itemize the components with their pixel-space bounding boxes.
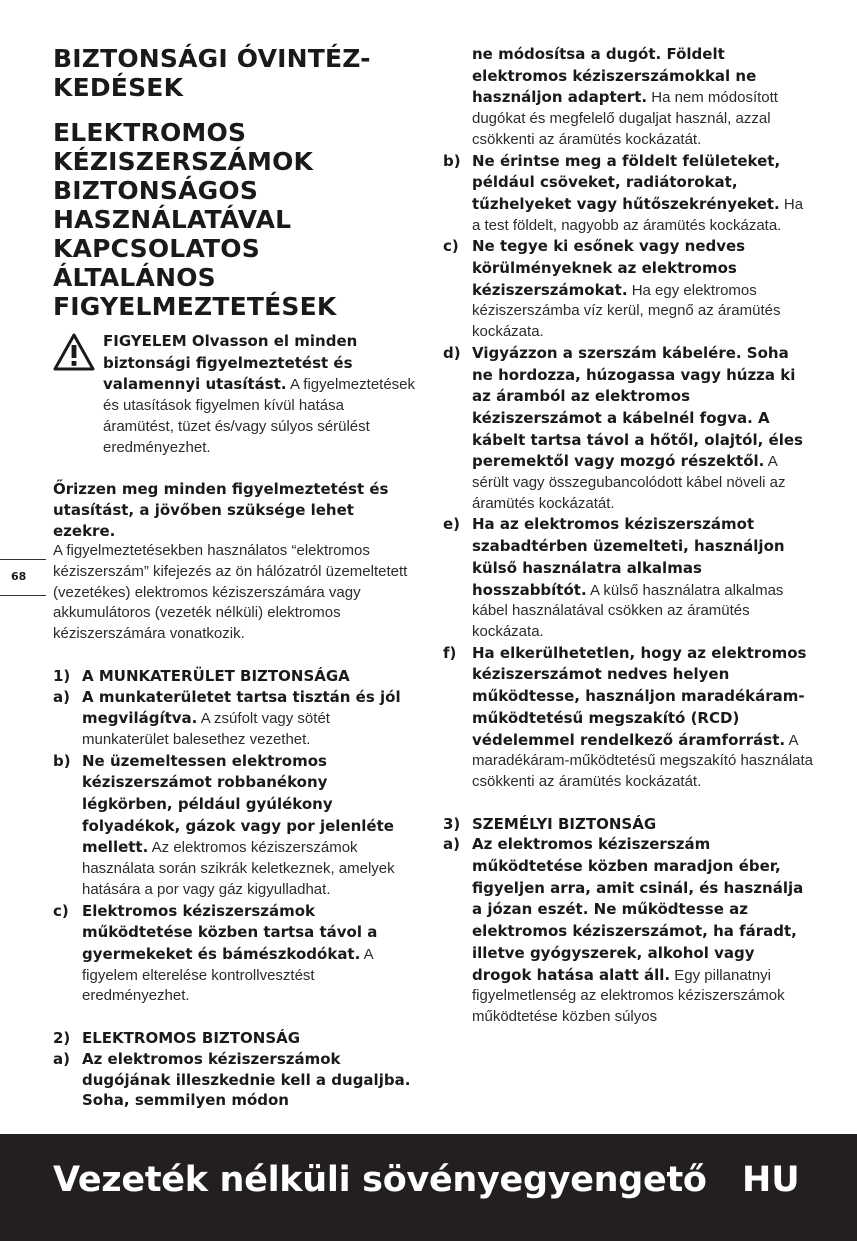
item-bold-text: Ne érintse meg a földelt felületeket, például csöveket, radiátorokat, tűzhelyeket vagy hűtőszekrényeket. (472, 151, 781, 213)
warning-triangle-icon (53, 333, 95, 371)
section-electrical-safety (53, 1028, 415, 1111)
section-number: 1) (53, 666, 71, 685)
warning-block (53, 331, 415, 458)
language-code: HU (742, 1160, 800, 1200)
item-label: b) (53, 751, 71, 770)
section-title: ELEKTROMOS BIZTONSÁG (82, 1029, 301, 1048)
item-label: e) (443, 515, 461, 534)
list-item (53, 751, 415, 901)
item-bold-text: Elektromos kéziszerszámok működtetése közben tartsa távol a gyermekeket és bámészkodókat. (82, 901, 378, 963)
page-number-tab (0, 559, 46, 596)
list-item (443, 643, 813, 793)
product-title: Vezeték nélküli sövényegyengető (53, 1160, 707, 1200)
heading-line: KEDÉSEK (53, 73, 184, 102)
item-bold-text: ne módosítsa a dugót. Földelt elektromos kéziszerszámokkal ne használjon adaptert. (472, 45, 757, 107)
warning-bold-text: FIGYELEM Olvasson el minden biztonsági figyelmeztetést és valamennyi utasítást. (103, 332, 358, 394)
title-line: ÁLTALÁNOS (53, 263, 216, 292)
list-item (443, 834, 813, 1027)
section-title: A MUNKATERÜLET BIZTONSÁGA (82, 666, 350, 685)
title-line: KAPCSOLATOS (53, 234, 260, 263)
section-title: SZEMÉLYI BIZTONSÁG (472, 814, 657, 833)
item-label: a) (53, 1049, 70, 1068)
item-text: Ha a test földelt, nagyobb az áramütés kockázata. (472, 195, 804, 234)
title-line: ELEKTROMOS (53, 118, 247, 147)
list-item (443, 343, 813, 515)
item-text: A külső használatra alkalmas kábel használatával csökken az áramütés kockázata. (472, 581, 784, 640)
title-line: KÉZISZERSZÁMOK (53, 147, 314, 176)
title-line: BIZTONSÁGOS (53, 176, 259, 205)
item-bold-text: Az elektromos kéziszerszámok dugójának illeszkednie kell a dugaljba. Soha, semmilyen módon (82, 1049, 411, 1110)
list-item (443, 514, 813, 642)
item-text: Az elektromos kéziszerszámok használata során szikrák keletkeznek, amelyek hatására a por vagy gáz kigyulladhat. (82, 839, 395, 898)
section-heading (53, 666, 415, 687)
title-line: FIGYELMEZTETÉSEK (53, 292, 337, 321)
left-column (53, 44, 415, 1111)
section-heading (443, 814, 813, 835)
page-number: 68 (11, 570, 27, 583)
item-label: c) (443, 237, 459, 256)
list-item-continued (443, 44, 813, 151)
item-bold-text: A munkaterületet tartsa tisztán és jól megvilágítva. (82, 687, 401, 728)
item-bold-text: Ne üzemeltessen elektromos kéziszerszámot robbanékony légkörben, például gyúlékony folyadékok, gázok vagy por jelenléte mellett. (82, 751, 394, 857)
item-text: A figyelem elterelése kontrollvesztést eredményezhet. (82, 945, 373, 1005)
title-line: HASZNÁLATÁVAL (53, 205, 292, 234)
list-item (53, 901, 415, 1008)
item-bold-text: Ne tegye ki esőnek vagy nedves körülményeknek az elektromos kéziszerszámokat. (472, 237, 746, 299)
item-bold-text: Vigyázzon a szerszám kábelére. Soha ne hordozza, húzogassa vagy húzza ki az áramból az elektromos kéziszerszámot a kábelnél fogva. A kábelt tartsa távol a hőtől, olajtól, éles peremektől vagy mozgó részektől. (472, 343, 803, 471)
heading-line: BIZTONSÁGI ÓVINTÉZ- (53, 44, 371, 73)
item-text: Ha nem módosított dugókat és megfelelő dugaljat használ, azzal csökkenti az áramütés kockázatát. (472, 89, 778, 148)
section-heading (53, 44, 415, 102)
footer-bar (0, 1134, 857, 1241)
item-label: c) (53, 901, 69, 920)
item-text: A maradékáram-működtetésű megszakító használata csökkenti az áramütés kockázatát. (472, 731, 814, 790)
warning-text: A figyelmeztetések és utasítások figyelmen kívül hatása áramütést, tüzet és/vagy súlyos sérülést eredményezhet. (103, 376, 416, 456)
list-item (53, 687, 415, 751)
section-heading (53, 1028, 415, 1049)
keep-text: A figyelmeztetésekben használatos “elektromos kéziszerszám” kifejezés az ön hálózatról üzemeltetett (vezetékes) elektromos kéziszerszámára vagy akkumulátoros (vezeték nélküli) elektromos kéziszerszámára vonatkozik. (53, 542, 408, 643)
section-number: 2) (53, 1029, 71, 1048)
item-bold-text: Ha elkerülhetetlen, hogy az elektromos kéziszerszámot nedves helyen működtesse, használjon maradékáram-működtetésű megszakító (RCD) védelemmel rendelkező áramforrást. (472, 643, 807, 749)
section-number: 3) (443, 814, 461, 833)
keep-instructions (53, 479, 415, 645)
item-text: Egy pillanatnyi figyelmetlenség az elektromos kéziszerszámok működtetése közben súlyos (472, 966, 785, 1025)
item-text: A zsúfolt vagy sötét munkaterület balesethez vezethet. (82, 710, 330, 748)
section-work-area (53, 666, 415, 1007)
list-item (443, 151, 813, 237)
page-title (53, 118, 415, 321)
list-item (53, 1049, 415, 1111)
list-item (443, 236, 813, 343)
right-column (443, 44, 813, 1028)
item-label: b) (443, 151, 461, 170)
item-bold-text: Ha az elektromos kéziszerszámot szabadtérben üzemelteti, használjon külső használatra alkalmas hosszabbítót. (472, 515, 785, 599)
item-label: d) (443, 343, 461, 362)
item-label: f) (443, 643, 457, 662)
item-label: a) (53, 687, 70, 706)
item-text: A sérült vagy összegubancolódott kábel növeli az áramütés kockázatát. (472, 453, 786, 512)
item-text: Ha egy elektromos kéziszerszámba víz kerül, megnő az áramütés kockázata. (472, 281, 781, 341)
keep-bold-text: Őrizzen meg minden figyelmeztetést és utasítást, a jövőben szüksége lehet ezekre. (53, 480, 389, 540)
item-label: a) (443, 835, 460, 854)
item-bold-text: Az elektromos kéziszerszám működtetése közben maradjon éber, figyeljen arra, amit csinál, és használja a józan eszét. Ne működtesse az elektromos kéziszerszámot, ha fáradt, illetve gyógyszerek, alkohol vagy drogok hatása alatt áll. (472, 835, 804, 984)
section-personal-safety (443, 814, 813, 1028)
